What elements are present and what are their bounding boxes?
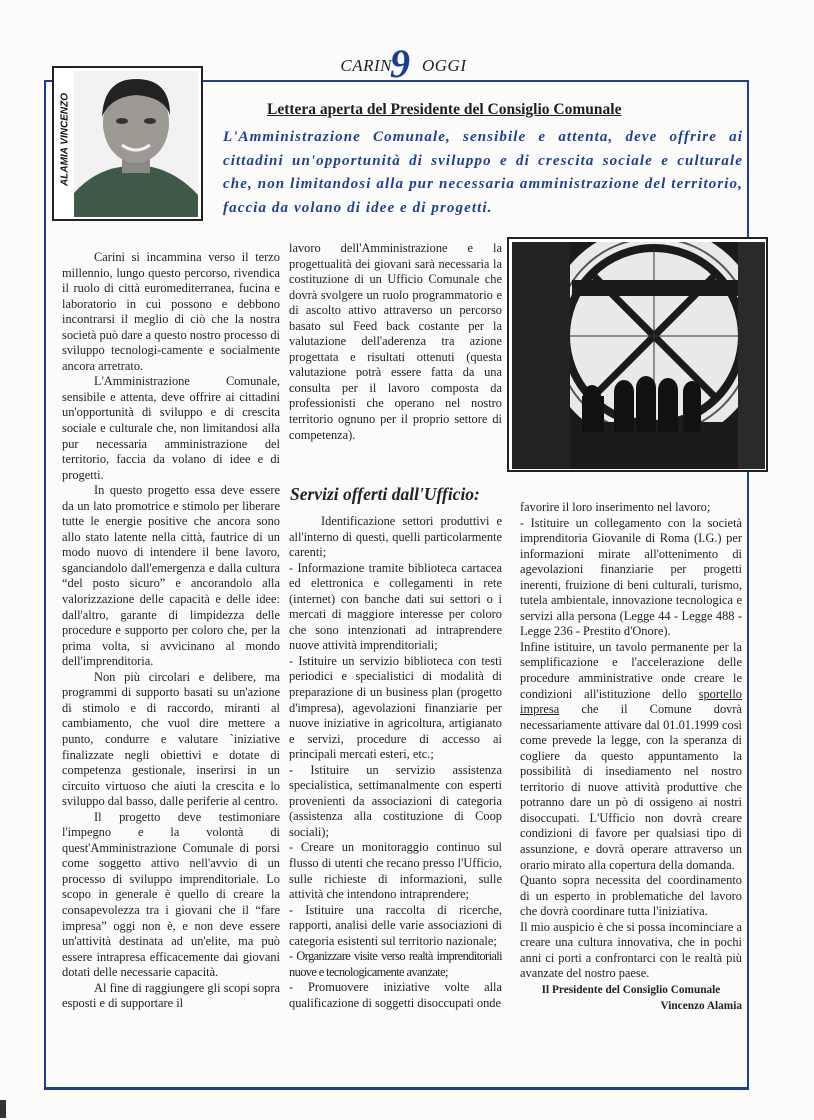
service-item: - Istituire un servizio assistenza specialistica, settimanalmente con esperti provenienti da associazioni di categoria (assistenza alla costituzione di Coop sociali); xyxy=(289,762,502,839)
masthead-logo xyxy=(330,41,490,86)
masthead-number: 9 xyxy=(390,41,410,86)
service-item: - Informazione tramite biblioteca cartacea ed elettronica e collegamenti in rete (internet) con banche dati sui settori o i mercati di maggiore interesse per coloro che sono intenzionati ad intraprendere nuove attività imprenditoriali; xyxy=(289,560,502,653)
text-span: Infine istituire, un tavolo permanente per la semplificazione e l'accelerazione delle procedure amministrative onde creare le condizioni all'istituzione dello xyxy=(520,639,742,701)
service-item: - Creare un monitoraggio continuo sul flusso di utenti che recano presso l'Ufficio, sulle richieste di informazioni, sulle attività che intendono intraprendere; xyxy=(289,840,502,902)
paragraph: Quanto sopra necessita del coordinamento di un esperto in problematiche del lavoro che dovrà coordinare tutta l'iniziativa. xyxy=(520,873,742,919)
column-3 xyxy=(520,500,742,1014)
signature-name: Vincenzo Alamia xyxy=(660,999,742,1012)
paragraph: Non più circolari e delibere, ma programmi di supporto basati su un'azione di stimolo e di raccordo, miranti al cambiamento, che vuol dire mettere a punto, condurre e valutare `iniziative finalizzate negli obiettivi e dotate di competenza gestionale, inserirsi in un circuito virtuoso che aiuti la crescita e lo sviluppo dal basso, dalle periferie al centro. xyxy=(62,669,280,809)
paragraph: Carini si incammina verso il terzo millennio, lungo questo percorso, rivendica il ruolo di città euromediterranea, fucina e laboratorio in cui possono e debbono incontrarsi il meglio di ciò che la nostra società può dare a questo nostro processo di sviluppo tecnologi-camente e socialmente ancora arretrato. xyxy=(62,250,280,373)
services-intro: Identificazione settori produttivi e all'interno di questi, quelli particolarmente carenti; xyxy=(289,514,502,560)
service-item: - Istituire un servizio biblioteca con testi periodici e specialistici di modalità di preparazione di un business plan (progetto d'impresa), agevolazioni finanziarie per nuove iniziative in agricoltura, artigianato e servizi, procedure di accesso ai principali mercati esteri, etc.; xyxy=(289,653,502,762)
service-item: - Promuovere iniziative volte alla qualificazione di soggetti disoccupati onde xyxy=(289,980,502,1010)
services-heading: Servizi offerti dall'Ufficio: xyxy=(290,484,480,504)
services-list xyxy=(289,514,502,1012)
column-1 xyxy=(62,250,280,1012)
paragraph: Il mio auspicio è che si possa incominciare a creare una cultura innovativa, che in pochi anni ci porti a confrontarci con le realtà più avanzate del nostro paese. xyxy=(520,919,742,981)
author-portrait xyxy=(52,66,203,221)
article-lead: L'Amministrazione Comunale, sensibile e attenta, deve offrire ai cittadini un'opportunità di sviluppo e di crescita sociale e culturale che, non limitandosi alla pur necessaria amministrazione del territorio, faccia da volano di idee e di progetti. xyxy=(223,129,743,216)
portrait-photo xyxy=(74,71,198,217)
paragraph: lavoro dell'Amministrazione e la progettualità dei giovani sarà necessaria la costituzione di un Ufficio Comunale che dovrà svolgere un ruolo programmatorio e di ascolto attivo attraverso un percorso basato sul Feed back costante per la valutazione dell'aderenza tra azione progettata e risultati ottenuti (questa valutazione potrà essere fatta da una consulta per il lavoro composta da professionisti che operano nel nostro territorio ognuno per il proprio settore di competenza). xyxy=(289,241,502,442)
text-span: che il Comune dovrà necessariamente attivare dal 01.01.1999 così come prevede la legge, con la speranza di cogliere da questo appuntamento la possibilità di insediamento nel nostro territorio di nuove attività produttive che potranno dare un pò di ossigeno ai nostri disoccupati. L'Ufficio non dovrà creare condizioni di favore per qualsiasi tipo di assunzione, e dovrà operare attraverso un orario mirato alla copertura della domanda. xyxy=(520,702,742,872)
paragraph: Al fine di raggiungere gli scopi sopra esposti e di supportare il xyxy=(62,980,280,1011)
paragraph: In questo progetto essa deve essere da un lato promotrice e stimolo per liberare tutte le energie positive che ancora sono allo stato latente nella città, fautrice di un modo nuovo di intendere il bene lavoro, sganciandolo dall'emergenza e dalla cultura “del posto sicuro” e ancorandolo alla valorizzazione delle capacità e delle idee: dall'altro, garante di limpidezza delle procedure e supporto per coloro che, per la prima volta, si avvicinano al mondo dell'imprenditoria. xyxy=(62,483,280,669)
service-item: - Istituire una raccolta di ricerche, rapporti, analisi delle varie associazioni di categoria esistenti sul territorio nazionale; xyxy=(289,902,502,948)
paragraph: Il progetto deve testimoniare l'impegno e la volontà di quest'Amministrazione Comunale di porsi come soggetto attivo nell'avvio di un processo di sviluppo imprenditoriale. Lo scopo in generale è quello di creare la consapevolezza tra i giovani che il “fare impresa” oggi non è, e non deve essere un'attività destinata ad un'elite, ma può essere intrapresa efficacemente dai giovani dotati delle necessarie capacità. xyxy=(62,809,280,980)
clock-image xyxy=(512,242,765,469)
clock-photo xyxy=(507,237,768,472)
paragraph: favorire il loro inserimento nel lavoro; xyxy=(520,500,711,514)
masthead-right: OGGI xyxy=(422,56,467,75)
paragraph: - Istituire un collegamento con la società imprenditoria Giovanile di Roma (I.G.) per informazioni mirate all'ottenimento di agevolazioni finanziarie per progetti inerenti, fruizione di beni culturali, turismo, tutela ambientale, innovazione tecnologica e servizi alla persona (Legge 44 - Legge 488 - Legge 236 - Prestito d'Onore). xyxy=(520,515,742,639)
sportello-impresa-text: sportello impresa xyxy=(520,686,742,717)
masthead-left: CARIN xyxy=(340,56,392,75)
service-item: - Organizzare visite verso realtà imprenditoriali nuove e tecnologicamente avanzate; xyxy=(289,949,502,979)
column-2-top xyxy=(289,241,502,443)
portrait-caption: ALAMIA VINCENZO xyxy=(59,93,71,186)
article-title: Lettera aperta del Presidente del Consiglio Comunale xyxy=(267,101,622,118)
signature-role: Il Presidente del Consiglio Comunale xyxy=(541,983,721,996)
scan-edge-mark xyxy=(0,1100,6,1118)
paragraph xyxy=(520,640,742,873)
paragraph: L'Amministrazione Comunale, sensibile e attenta, deve offrire ai cittadini un'opportunità di sviluppo e di crescita sociale e culturale che, non limitandosi alla pur necessaria amministrazione del territorio, faccia da volano di idee e di progetti. xyxy=(62,374,280,482)
